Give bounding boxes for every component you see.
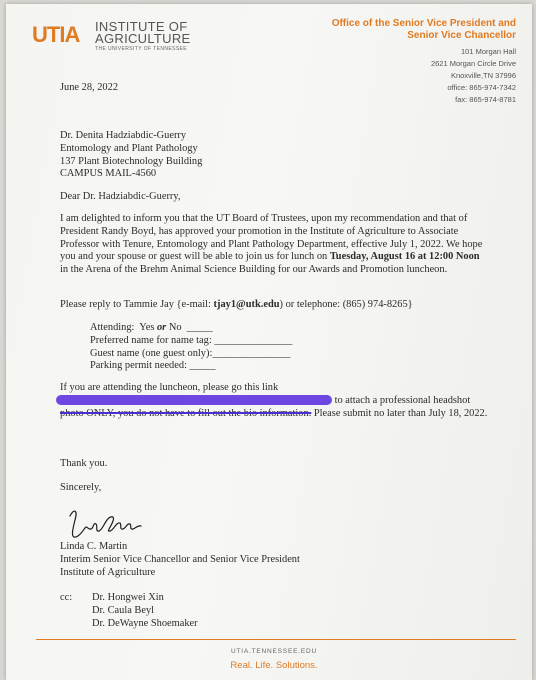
- footer-tagline: Real. Life. Solutions.: [230, 660, 318, 671]
- salutation: Dear Dr. Hadziabdic-Guerry,: [60, 191, 181, 202]
- struck-text: photo ONLY, you do not have to fill out the bio information.: [60, 407, 312, 419]
- letter-page: [6, 4, 532, 680]
- promotion-paragraph: I am delighted to inform you that the UT Board of Trustees, upon my recommendation and that of President Randy Boyd, has approved your promotion in the Institute of Agriculture to Associate Professor with Tenure, Entomology and Plant Pathology Department, effective July 1, 2022. We hope you and your spouse or guest will be able to join us for lunch on Tuesday, August 16 at 12:00 Noon in the Arena of the Brehm Animal Science Building for our Awards and Promotion luncheon.: [60, 213, 483, 276]
- institute-subtitle: THE UNIVERSITY OF TENNESSEE: [95, 46, 188, 52]
- parking-permit-line: Parking permit needed: _____: [90, 360, 216, 372]
- handwritten-signature: [66, 506, 146, 540]
- closing: Sincerely,: [60, 482, 102, 493]
- utia-logo-mark: UTIA: [32, 22, 80, 47]
- signer-block: Linda C. Martin Interim Senior Vice Chancellor and Senior Vice President Institute of Agriculture: [60, 541, 300, 578]
- recipient-block: Dr. Denita Hadziabdic-Guerry Entomology and Plant Pathology 137 Plant Biotechnology Building CAMPUS MAIL-4560: [60, 130, 203, 180]
- office-title: Office of the Senior Vice President and Senior Vice Chancellor: [331, 18, 516, 41]
- attending-line: Attending: Yes or No _____: [90, 322, 213, 333]
- luncheon-date-time: Tuesday, August 16 at 12:00 Noon: [329, 251, 480, 263]
- headshot-instructions: If you are attending the luncheon, please go this link to attach a professional headshot photo ONLY, you do not have to fill out the bio information. Please submit no later than July 18, 2022.: [60, 382, 490, 420]
- footer-divider: [36, 639, 516, 640]
- office-address: 101 Morgan Hall 2621 Morgan Circle Drive Knoxville,TN 37996 office: 865-974-7342 fax: 865-974-8781: [430, 47, 516, 104]
- reply-email: tjay1@utk.edu: [213, 299, 280, 310]
- cc-label: cc:: [60, 592, 73, 603]
- utia-logo: [32, 18, 192, 56]
- thank-you: Thank you.: [60, 458, 108, 469]
- rsvp-form: [90, 322, 292, 373]
- letter-date: June 28, 2022: [60, 82, 119, 93]
- reply-instructions: Please reply to Tammie Jay {e-mail: tjay1@utk.edu) or telephone: (865) 974-8265}: [60, 299, 413, 310]
- institute-name: INSTITUTE OF AGRICULTURE: [95, 19, 191, 46]
- footer-url: UTIA.TENNESSEE.EDU: [231, 648, 317, 655]
- guest-name-line: Guest name (one guest only):_______________: [90, 347, 291, 359]
- preferred-name-line: Preferred name for name tag: _______________: [90, 334, 293, 346]
- cc-list: Dr. Hongwei Xin Dr. Caula Beyl Dr. DeWayne Shoemaker: [92, 592, 198, 629]
- redacted-link: [56, 395, 332, 405]
